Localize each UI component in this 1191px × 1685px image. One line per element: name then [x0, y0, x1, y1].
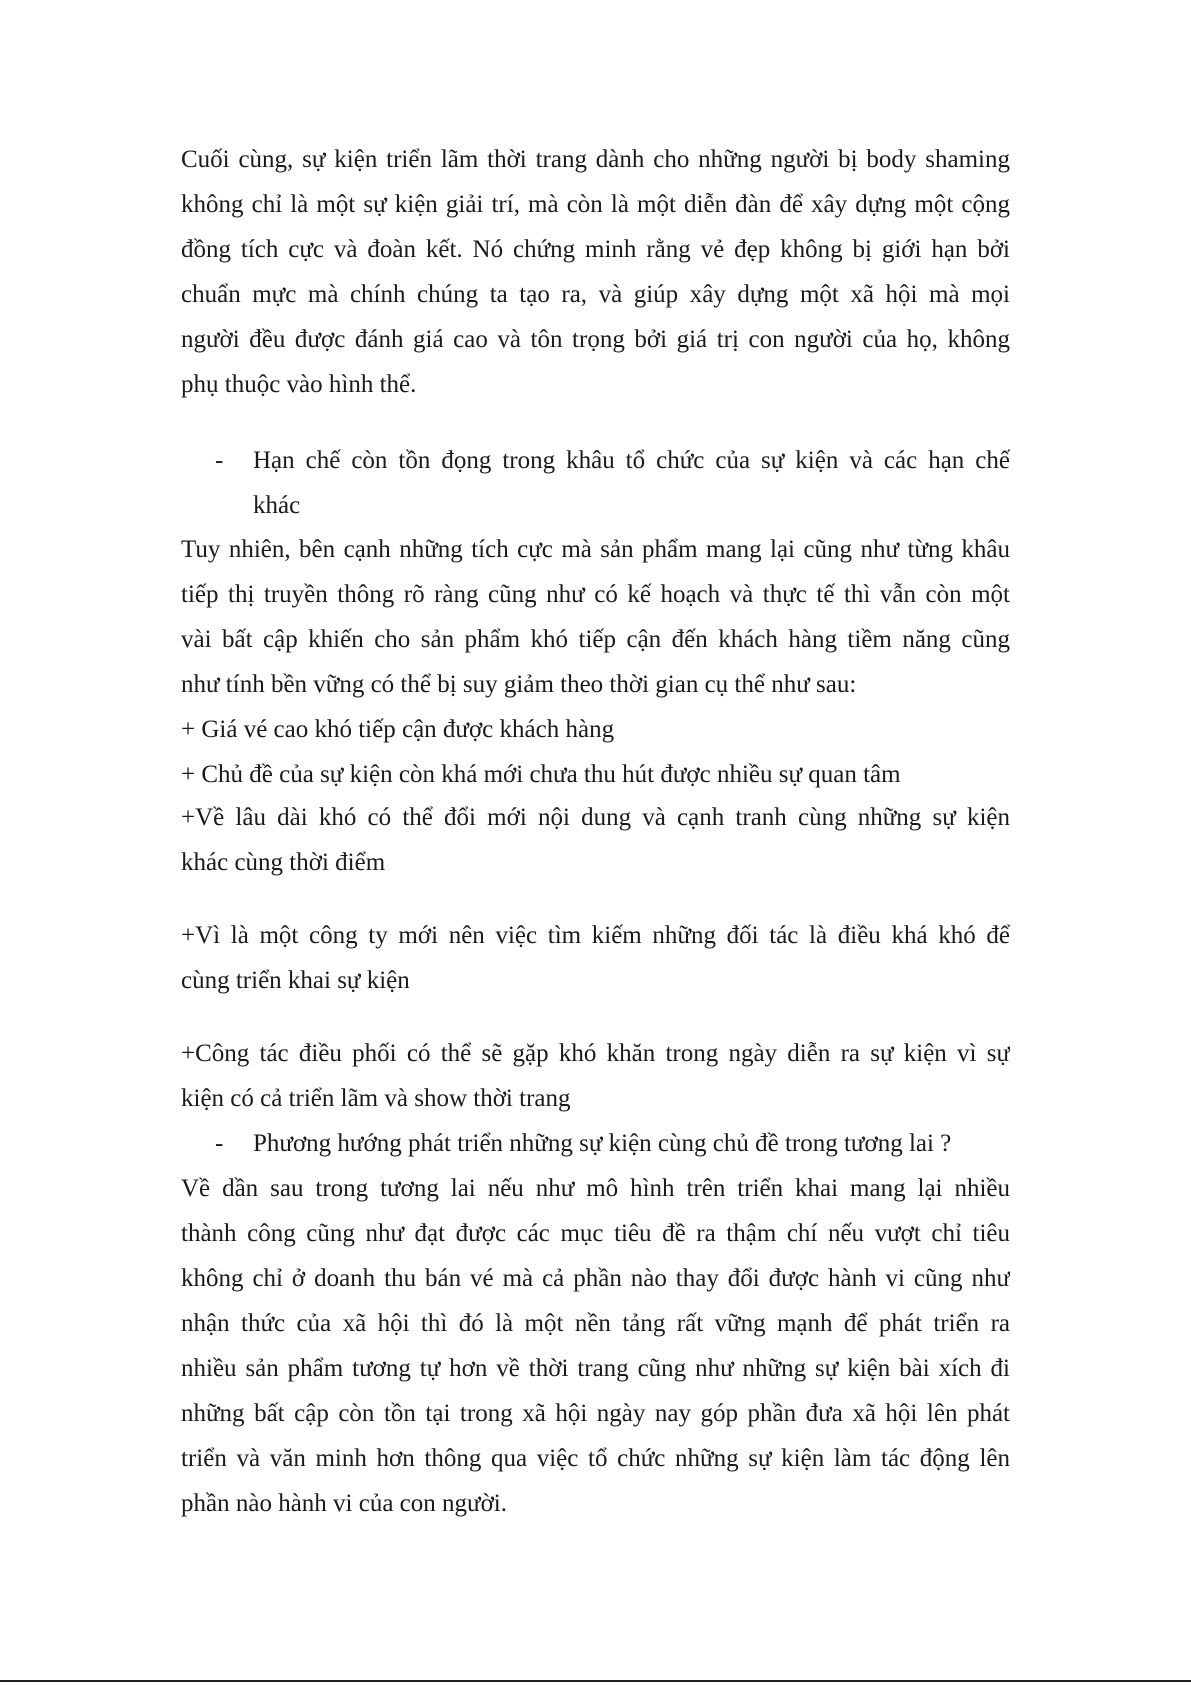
paragraph2-line: Tuy nhiên, bên cạnh những tích cực mà sản phẩm mang lại cũng như từng khâu — [181, 536, 1010, 563]
paragraph3-line: thành công cũng như đạt được các mục tiêu đề ra thậm chí nếu vượt chỉ tiêu — [181, 1220, 1010, 1247]
paragraph2-line: như tính bền vững có thể bị suy giảm theo thời gian cụ thể như sau: — [181, 671, 857, 698]
paragraph3-line: Về dần sau trong tương lai nếu như mô hình trên triển khai mang lại nhiều — [181, 1175, 1010, 1202]
paragraph1-line: không chỉ là một sự kiện giải trí, mà còn là một diễn đàn để xây dựng một cộng — [181, 191, 1010, 218]
paragraph2-line: vài bất cập khiến cho sản phẩm khó tiếp cận đến khách hàng tiềm năng cũng — [181, 626, 1010, 653]
limitation-item: + Chủ đề của sự kiện còn khá mới chưa thu hút được nhiều sự quan tâm — [181, 761, 901, 788]
limitation-item: +Về lâu dài khó có thể đổi mới nội dung và cạnh tranh cùng những sự kiện — [181, 804, 1010, 831]
paragraph3-line: nhiều sản phẩm tương tự hơn về thời trang cũng như những sự kiện bài xích đi — [181, 1355, 1010, 1382]
paragraph3-line: phần nào hành vi của con người. — [181, 1490, 507, 1517]
limitation-item: + Giá vé cao khó tiếp cận được khách hàng — [181, 716, 615, 743]
limitation-item-continued: kiện có cả triển lãm và show thời trang — [181, 1085, 571, 1112]
paragraph3-line: không chỉ ở doanh thu bán vé mà cả phần nào thay đổi được hành vi cũng như — [181, 1265, 1010, 1292]
bullet1-heading: Hạn chế còn tồn đọng trong khâu tổ chức của sự kiện và các hạn chế — [253, 447, 1010, 474]
limitation-item-continued: cùng triển khai sự kiện — [181, 967, 410, 994]
paragraph3-line: nhận thức của xã hội thì đó là một nền tảng rất vững mạnh để phát triển ra — [181, 1310, 1010, 1337]
bullet2-heading: Phương hướng phát triển những sự kiện cùng chủ đề trong tương lai ? — [253, 1130, 952, 1157]
paragraph1-line: Cuối cùng, sự kiện triển lãm thời trang dành cho những người bị body shaming — [181, 146, 1010, 173]
paragraph1-line: đồng tích cực và đoàn kết. Nó chứng minh rằng vẻ đẹp không bị giới hạn bởi — [181, 236, 1010, 263]
bullet1-heading: khác — [253, 492, 301, 519]
paragraph1-line: phụ thuộc vào hình thể. — [181, 371, 417, 398]
paragraph3-line: những bất cập còn tồn tại trong xã hội ngày nay góp phần đưa xã hội lên phát — [181, 1400, 1010, 1427]
page-bottom-divider — [0, 1680, 1191, 1682]
bullet1-marker: - — [215, 447, 224, 474]
paragraph1-line: người đều được đánh giá cao và tôn trọng bởi giá trị con người của họ, không — [181, 326, 1010, 353]
bullet2-marker: - — [215, 1130, 224, 1157]
limitation-item-continued: khác cùng thời điểm — [181, 849, 386, 876]
paragraph3-line: triển và văn minh hơn thông qua việc tổ chức những sự kiện làm tác động lên — [181, 1445, 1010, 1472]
paragraph2-line: tiếp thị truyền thông rõ ràng cũng như có kế hoạch và thực tế thì vẫn còn một — [181, 581, 1010, 608]
paragraph1-line: chuẩn mực mà chính chúng ta tạo ra, và giúp xây dựng một xã hội mà mọi — [181, 281, 1010, 308]
limitation-item: +Công tác điều phối có thể sẽ gặp khó khăn trong ngày diễn ra sự kiện vì sự — [181, 1040, 1010, 1067]
limitation-item: +Vì là một công ty mới nên việc tìm kiếm những đối tác là điều khá khó để — [181, 922, 1010, 949]
